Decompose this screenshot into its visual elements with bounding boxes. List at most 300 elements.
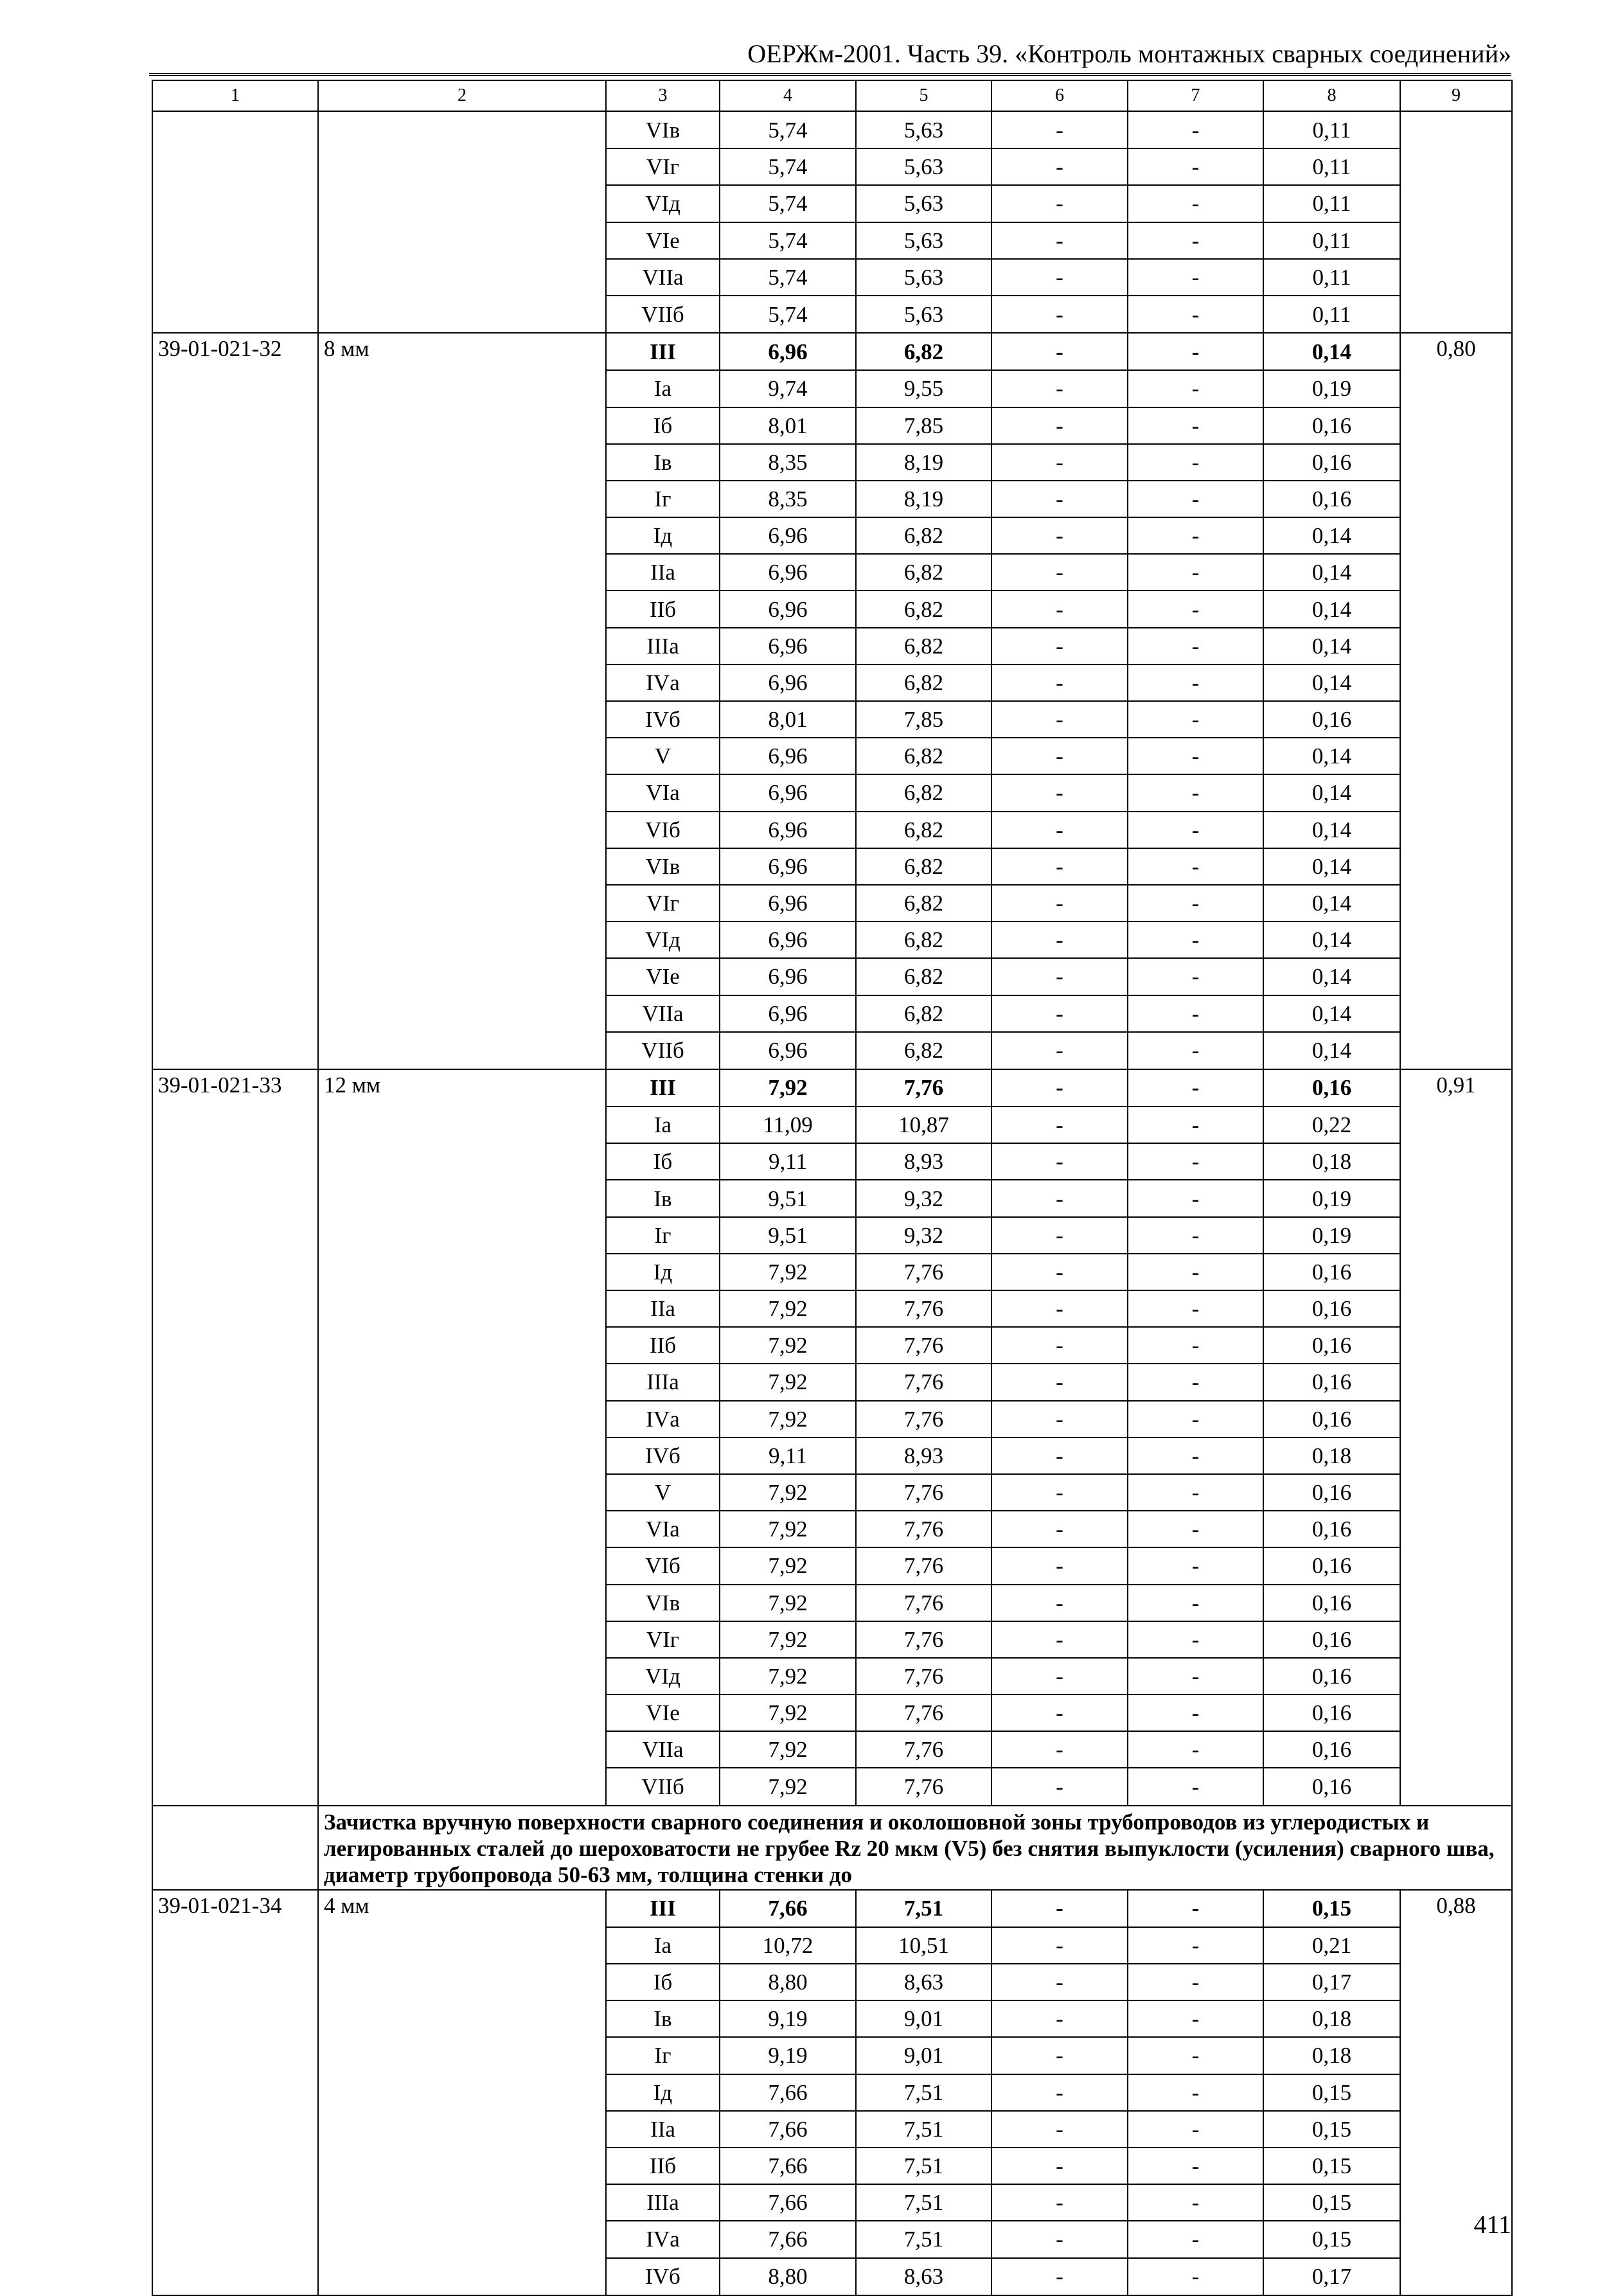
col7-value: - (1128, 1107, 1263, 1143)
rate-code-cell (152, 1327, 318, 1364)
col5-value: 7,76 (856, 1768, 991, 1805)
wall-thickness-cell (318, 2221, 606, 2257)
workman-grade-cell: VIа (606, 774, 720, 811)
col5-value: 6,82 (856, 995, 991, 1032)
col4-value: 5,74 (720, 296, 856, 333)
wall-thickness-cell (318, 591, 606, 627)
col6-value: - (991, 2037, 1128, 2074)
col4-value: 9,11 (720, 1437, 856, 1474)
col8-value: 0,15 (1263, 2074, 1400, 2111)
col6-value: - (991, 296, 1128, 333)
wall-thickness-cell (318, 1585, 606, 1621)
col9-value (1400, 995, 1512, 1032)
col7-value: - (1128, 1927, 1263, 1964)
wall-thickness-cell (318, 701, 606, 738)
col4-value: 6,96 (720, 921, 856, 958)
rate-code-cell (152, 1964, 318, 2000)
col7-value: - (1128, 1585, 1263, 1621)
table-row (152, 148, 1512, 185)
table-row (152, 774, 1512, 811)
table-row (152, 407, 1512, 444)
col6-value: - (991, 2074, 1128, 2111)
col4-value: 7,92 (720, 1511, 856, 1547)
workman-grade-cell: IVб (606, 2258, 720, 2295)
col8-value: 0,14 (1263, 812, 1400, 848)
column-number: 8 (1263, 80, 1400, 111)
wall-thickness-cell (318, 2111, 606, 2148)
col5-value: 6,82 (856, 812, 991, 848)
column-number: 7 (1128, 80, 1263, 111)
workman-grade-cell: VIIб (606, 1768, 720, 1805)
col4-value: 8,35 (720, 481, 856, 517)
col8-value: 0,14 (1263, 664, 1400, 701)
col6-value: - (991, 812, 1128, 848)
col5-value: 7,76 (856, 1695, 991, 1731)
workman-grade-cell: IIб (606, 2148, 720, 2184)
table-row (152, 1437, 1512, 1474)
col6-value: - (991, 1254, 1128, 1290)
col5-value: 7,76 (856, 1621, 991, 1658)
col6-value: - (991, 2258, 1128, 2295)
workman-grade-cell: IVб (606, 701, 720, 738)
rate-code-cell (152, 1731, 318, 1768)
col9-value (1400, 111, 1512, 148)
col6-value: - (991, 2148, 1128, 2184)
table-row (152, 296, 1512, 333)
workman-grade-cell: IIа (606, 1290, 720, 1327)
wall-thickness-cell (318, 1768, 606, 1805)
col6-value: - (991, 1401, 1128, 1437)
col7-value: - (1128, 2184, 1263, 2221)
col5-value: 7,51 (856, 2111, 991, 2148)
col9-value (1400, 885, 1512, 921)
col6-value: - (991, 1658, 1128, 1695)
col5-value: 6,82 (856, 848, 991, 885)
col6-value: - (991, 259, 1128, 296)
col6-value: - (991, 111, 1128, 148)
col5-value: 5,63 (856, 185, 991, 222)
col8-value: 0,11 (1263, 148, 1400, 185)
col4-value: 6,96 (720, 812, 856, 848)
workman-grade-cell: IIб (606, 591, 720, 627)
col8-value: 0,14 (1263, 848, 1400, 885)
rate-code-cell (152, 185, 318, 222)
col8-value: 0,14 (1263, 591, 1400, 627)
col5-value: 7,51 (856, 2074, 991, 2111)
col9-value (1400, 2000, 1512, 2037)
col4-value: 8,01 (720, 701, 856, 738)
col5-value: 6,82 (856, 628, 991, 664)
wall-thickness-cell (318, 1437, 606, 1474)
workman-grade-cell: Iд (606, 517, 720, 554)
col5-value: 7,51 (856, 2148, 991, 2184)
col7-value: - (1128, 2258, 1263, 2295)
col6-value: - (991, 222, 1128, 259)
wall-thickness-cell: 8 мм (318, 333, 606, 370)
table-row (152, 2111, 1512, 2148)
col5-value: 6,82 (856, 591, 991, 627)
col5-value: 7,51 (856, 2221, 991, 2257)
col8-value: 0,16 (1263, 1290, 1400, 1327)
table-row (152, 885, 1512, 921)
col6-value: - (991, 148, 1128, 185)
workman-grade-cell: VIа (606, 1511, 720, 1547)
page-number: 411 (1473, 2210, 1511, 2239)
col8-value: 0,16 (1263, 1731, 1400, 1768)
table-row (152, 1585, 1512, 1621)
col8-value: 0,16 (1263, 1695, 1400, 1731)
col8-value: 0,16 (1263, 444, 1400, 481)
col5-value: 6,82 (856, 738, 991, 774)
table-row (152, 517, 1512, 554)
col4-value: 6,96 (720, 774, 856, 811)
wall-thickness-cell (318, 885, 606, 921)
rate-code-cell (152, 1254, 318, 1290)
table-row (152, 664, 1512, 701)
rate-code-cell (152, 664, 318, 701)
col5-value: 6,82 (856, 921, 991, 958)
col7-value: - (1128, 222, 1263, 259)
col5-value: 7,76 (856, 1290, 991, 1327)
table-row (152, 628, 1512, 664)
rate-code-cell (152, 1658, 318, 1695)
workman-grade-cell: VIIб (606, 296, 720, 333)
col5-value: 7,85 (856, 407, 991, 444)
col6-value: - (991, 1621, 1128, 1658)
col8-value: 0,11 (1263, 259, 1400, 296)
table-row (152, 111, 1512, 148)
workman-grade-cell: VIе (606, 958, 720, 995)
col4-value: 9,19 (720, 2037, 856, 2074)
col7-value: - (1128, 554, 1263, 591)
col7-value: - (1128, 1254, 1263, 1290)
col6-value: - (991, 333, 1128, 370)
col8-value: 0,16 (1263, 701, 1400, 738)
wall-thickness-cell (318, 148, 606, 185)
col6-value: - (991, 1731, 1128, 1768)
workman-grade-cell: Iг (606, 481, 720, 517)
col6-value: - (991, 185, 1128, 222)
col5-value: 7,76 (856, 1327, 991, 1364)
col9-value (1400, 1032, 1512, 1069)
col8-value: 0,17 (1263, 2258, 1400, 2295)
rate-code-cell (152, 1547, 318, 1584)
table-row (152, 1143, 1512, 1180)
col8-value: 0,11 (1263, 296, 1400, 333)
column-number: 9 (1400, 80, 1512, 111)
rate-code-cell (152, 591, 318, 627)
col8-value: 0,16 (1263, 1327, 1400, 1364)
col7-value: - (1128, 1768, 1263, 1805)
col9-value (1400, 1695, 1512, 1731)
wall-thickness-cell (318, 259, 606, 296)
workman-grade-cell: Iд (606, 2074, 720, 2111)
col8-value: 0,16 (1263, 1658, 1400, 1695)
table-row (152, 2074, 1512, 2111)
wall-thickness-cell (318, 517, 606, 554)
col9-value (1400, 1474, 1512, 1511)
table-row (152, 1401, 1512, 1437)
col5-value: 6,82 (856, 554, 991, 591)
col8-value: 0,16 (1263, 1621, 1400, 1658)
col9-value (1400, 2258, 1512, 2295)
workman-grade-cell: VIе (606, 1695, 720, 1731)
col4-value: 6,96 (720, 848, 856, 885)
table-row (152, 738, 1512, 774)
col4-value: 7,66 (720, 2184, 856, 2221)
rate-code-cell (152, 1437, 318, 1474)
col7-value: - (1128, 812, 1263, 848)
wall-thickness-cell (318, 1927, 606, 1964)
col7-value: - (1128, 481, 1263, 517)
col5-value: 8,93 (856, 1143, 991, 1180)
table-row (152, 848, 1512, 885)
workman-grade-cell: Iв (606, 444, 720, 481)
col8-value: 0,14 (1263, 921, 1400, 958)
table-row (152, 1327, 1512, 1364)
workman-grade-cell: VIе (606, 222, 720, 259)
col9-value (1400, 1547, 1512, 1584)
col8-value: 0,16 (1263, 1254, 1400, 1290)
col4-value: 7,92 (720, 1621, 856, 1658)
col4-value: 5,74 (720, 148, 856, 185)
col4-value: 7,92 (720, 1327, 856, 1364)
col9-value (1400, 407, 1512, 444)
col5-value: 5,63 (856, 111, 991, 148)
table-row (152, 1695, 1512, 1731)
col8-value: 0,16 (1263, 1547, 1400, 1584)
col9-value (1400, 1290, 1512, 1327)
col8-value: 0,14 (1263, 885, 1400, 921)
rate-code-cell (152, 407, 318, 444)
rate-code-cell (152, 1585, 318, 1621)
running-header (149, 32, 1511, 76)
col7-value: - (1128, 444, 1263, 481)
col4-value: 7,92 (720, 1364, 856, 1400)
col7-value: - (1128, 1621, 1263, 1658)
col4-value: 5,74 (720, 259, 856, 296)
workman-grade-cell: IVа (606, 664, 720, 701)
col8-value: 0,16 (1263, 1511, 1400, 1547)
col6-value: - (991, 2111, 1128, 2148)
wall-thickness-cell (318, 2148, 606, 2184)
col6-value: - (991, 2184, 1128, 2221)
col6-value: - (991, 1107, 1128, 1143)
col4-value: 9,51 (720, 1217, 856, 1254)
col4-value: 7,92 (720, 1768, 856, 1805)
col9-value (1400, 1327, 1512, 1364)
wall-thickness-cell (318, 774, 606, 811)
col8-value: 0,15 (1263, 2111, 1400, 2148)
rate-code-cell (152, 921, 318, 958)
table-row (152, 1731, 1512, 1768)
workman-grade-cell: IIIа (606, 1364, 720, 1400)
col6-value: - (991, 701, 1128, 738)
col7-value: - (1128, 370, 1263, 407)
rate-code-cell (152, 774, 318, 811)
wall-thickness-cell (318, 1547, 606, 1584)
col4-value: 8,35 (720, 444, 856, 481)
col6-value: - (991, 1327, 1128, 1364)
col9-value (1400, 2037, 1512, 2074)
wall-thickness-cell (318, 481, 606, 517)
header-title: ОЕРЖм-2001. Часть 39. «Контроль монтажных сварных соединений» (747, 39, 1511, 68)
table-row (152, 1290, 1512, 1327)
table-row (152, 1621, 1512, 1658)
wall-thickness-cell (318, 1217, 606, 1254)
wall-thickness-cell (318, 1032, 606, 1069)
rate-code-cell (152, 2111, 318, 2148)
col4-value: 8,80 (720, 2258, 856, 2295)
col6-value: - (991, 995, 1128, 1032)
col7-value: - (1128, 1695, 1263, 1731)
wall-thickness-cell (318, 185, 606, 222)
table-row (152, 1964, 1512, 2000)
workman-grade-cell: Iв (606, 2000, 720, 2037)
col8-value: 0,14 (1263, 628, 1400, 664)
col9-value (1400, 1511, 1512, 1547)
workman-grade-cell: Iв (606, 1180, 720, 1216)
col7-value: - (1128, 333, 1263, 370)
column-number: 4 (720, 80, 856, 111)
col5-value: 7,51 (856, 1890, 991, 1927)
col7-value: - (1128, 1547, 1263, 1584)
col6-value: - (991, 554, 1128, 591)
col8-value: 0,15 (1263, 2221, 1400, 2257)
col5-value: 6,82 (856, 1032, 991, 1069)
table-row (152, 222, 1512, 259)
workman-grade-cell: IIIа (606, 628, 720, 664)
rate-code-cell (152, 1474, 318, 1511)
col9-value: 0,88 (1400, 1890, 1512, 1927)
rate-code-cell: 39-01-021-34 (152, 1890, 318, 1927)
table-row (152, 1474, 1512, 1511)
col7-value: - (1128, 111, 1263, 148)
wall-thickness-cell (318, 1327, 606, 1364)
workman-grade-cell: Iг (606, 2037, 720, 2074)
wall-thickness-cell (318, 1290, 606, 1327)
col7-value: - (1128, 921, 1263, 958)
col9-value (1400, 848, 1512, 885)
col8-value: 0,11 (1263, 185, 1400, 222)
col7-value: - (1128, 774, 1263, 811)
col7-value: - (1128, 1401, 1263, 1437)
col7-value: - (1128, 1511, 1263, 1547)
wall-thickness-cell (318, 1180, 606, 1216)
col4-value: 7,66 (720, 2148, 856, 2184)
wall-thickness-cell (318, 1474, 606, 1511)
col9-value (1400, 1621, 1512, 1658)
col4-value: 6,96 (720, 958, 856, 995)
col8-value: 0,14 (1263, 995, 1400, 1032)
table-row (152, 958, 1512, 995)
col6-value: - (991, 1290, 1128, 1327)
rate-code-cell (152, 1401, 318, 1437)
rate-code-cell (152, 738, 318, 774)
col6-value: - (991, 1890, 1128, 1927)
workman-grade-cell: IIIа (606, 2184, 720, 2221)
col4-value: 8,80 (720, 1964, 856, 2000)
col5-value: 7,76 (856, 1658, 991, 1695)
col9-value (1400, 1585, 1512, 1621)
section-code-cell (152, 1806, 318, 1890)
table-row (152, 921, 1512, 958)
col4-value: 7,92 (720, 1290, 856, 1327)
col4-value: 7,66 (720, 2074, 856, 2111)
col4-value: 6,96 (720, 1032, 856, 1069)
table-row (152, 185, 1512, 222)
rate-code-cell (152, 1032, 318, 1069)
wall-thickness-cell (318, 1364, 606, 1400)
workman-grade-cell: III (606, 1890, 720, 1927)
table-row (152, 701, 1512, 738)
col5-value: 8,19 (856, 444, 991, 481)
col8-value: 0,21 (1263, 1927, 1400, 1964)
table-row (152, 1768, 1512, 1805)
table-row (152, 259, 1512, 296)
col9-value (1400, 1143, 1512, 1180)
col6-value: - (991, 628, 1128, 664)
col4-value: 7,92 (720, 1401, 856, 1437)
col5-value: 5,63 (856, 259, 991, 296)
wall-thickness-cell (318, 1658, 606, 1695)
col4-value: 7,92 (720, 1585, 856, 1621)
col9-value: 0,91 (1400, 1069, 1512, 1107)
col7-value: - (1128, 296, 1263, 333)
table-row (152, 1217, 1512, 1254)
wall-thickness-cell (318, 370, 606, 407)
table-row (152, 2148, 1512, 2184)
wall-thickness-cell (318, 1143, 606, 1180)
col5-value: 7,76 (856, 1547, 991, 1584)
workman-grade-cell: V (606, 1474, 720, 1511)
table-row (152, 1364, 1512, 1400)
col8-value: 0,19 (1263, 370, 1400, 407)
wall-thickness-cell (318, 2258, 606, 2295)
col4-value: 9,19 (720, 2000, 856, 2037)
workman-grade-cell: VIв (606, 111, 720, 148)
col8-value: 0,11 (1263, 111, 1400, 148)
col4-value: 6,96 (720, 995, 856, 1032)
col9-value (1400, 1927, 1512, 1964)
workman-grade-cell: VIд (606, 921, 720, 958)
wall-thickness-cell (318, 444, 606, 481)
col8-value: 0,14 (1263, 958, 1400, 995)
rate-code-cell (152, 1511, 318, 1547)
rate-code-cell (152, 885, 318, 921)
col5-value: 7,76 (856, 1731, 991, 1768)
rate-code-cell (152, 1290, 318, 1327)
col4-value: 6,96 (720, 738, 856, 774)
rate-code-cell (152, 259, 318, 296)
col7-value: - (1128, 848, 1263, 885)
workman-grade-cell: III (606, 333, 720, 370)
col6-value: - (991, 370, 1128, 407)
col7-value: - (1128, 1731, 1263, 1768)
col6-value: - (991, 958, 1128, 995)
col8-value: 0,17 (1263, 1964, 1400, 2000)
col5-value: 5,63 (856, 148, 991, 185)
col5-value: 9,55 (856, 370, 991, 407)
table-row (152, 1890, 1512, 1927)
col9-value (1400, 2074, 1512, 2111)
table-row (152, 444, 1512, 481)
col9-value (1400, 1768, 1512, 1805)
col6-value: - (991, 1511, 1128, 1547)
col9-value (1400, 1107, 1512, 1143)
rate-code-cell (152, 222, 318, 259)
table-row (152, 591, 1512, 627)
